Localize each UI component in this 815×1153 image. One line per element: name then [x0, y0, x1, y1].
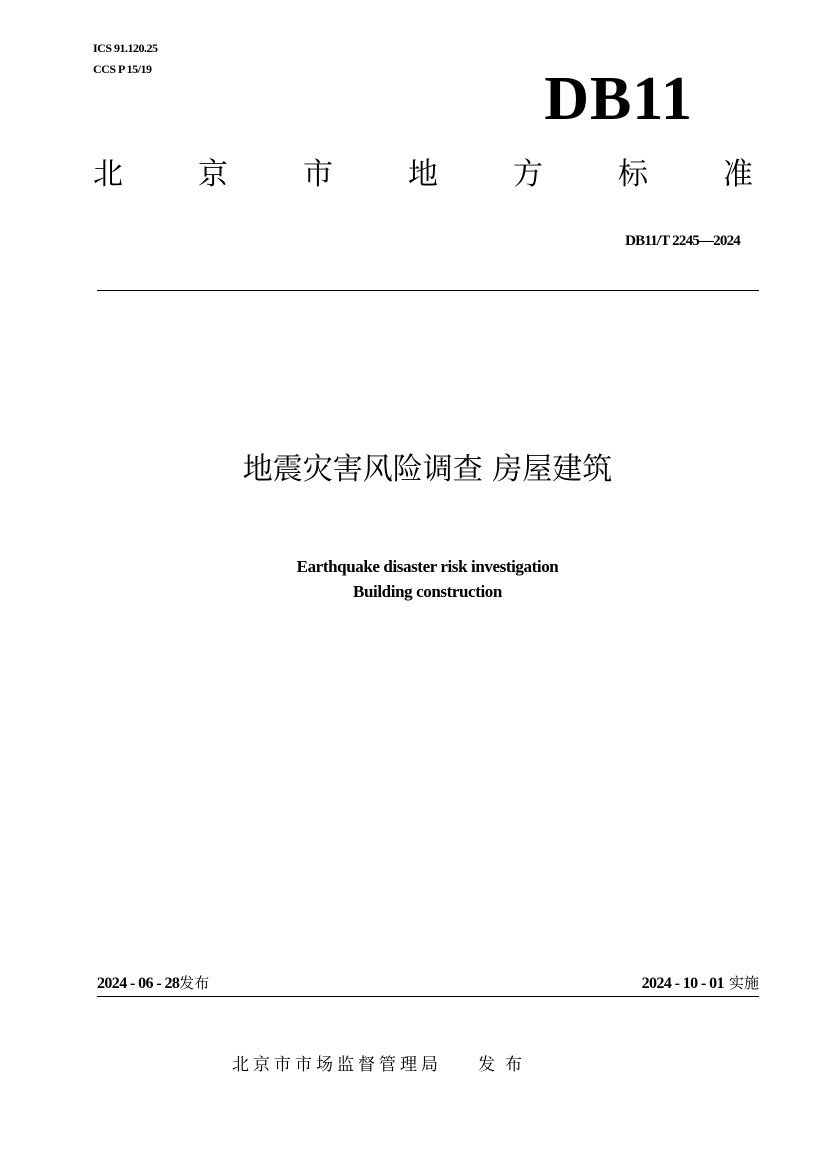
db-logo: DB11 [544, 65, 693, 133]
standard-type-char: 北 [93, 157, 123, 192]
issue-date-label: 发布 [179, 974, 210, 992]
standard-type-char: 地 [408, 157, 438, 192]
ccs-code: CCS P 15/19 [93, 62, 152, 76]
title-english-line-2: Building construction [353, 582, 502, 601]
standard-type-char: 市 [303, 157, 333, 192]
implement-date-value: 2024 - 10 - 01 [641, 975, 724, 992]
standard-type [93, 157, 753, 192]
issue-date [97, 975, 209, 992]
ics-code: ICS 91.120.25 [93, 41, 158, 55]
implement-date-label: 实施 [728, 974, 759, 992]
standard-type-char: 京 [198, 157, 228, 192]
top-divider [97, 290, 759, 291]
standard-type-char: 准 [723, 157, 753, 192]
title-english-line-1: Earthquake disaster risk investigation [296, 557, 559, 576]
bottom-divider [97, 996, 759, 997]
title-chinese: 地震灾害风险调查 房屋建筑 [242, 452, 613, 487]
publisher-line [232, 1057, 532, 1074]
publish-word: 发布 [478, 1055, 532, 1075]
standard-number: DB11/T 2245—2024 [625, 233, 740, 249]
standard-type-char: 方 [513, 157, 543, 192]
issue-date-value: 2024 - 06 - 28 [97, 975, 180, 992]
publisher-name: 北京市市场监督管理局 [232, 1055, 442, 1075]
standard-type-char: 标 [618, 157, 648, 192]
implement-date [642, 975, 759, 992]
